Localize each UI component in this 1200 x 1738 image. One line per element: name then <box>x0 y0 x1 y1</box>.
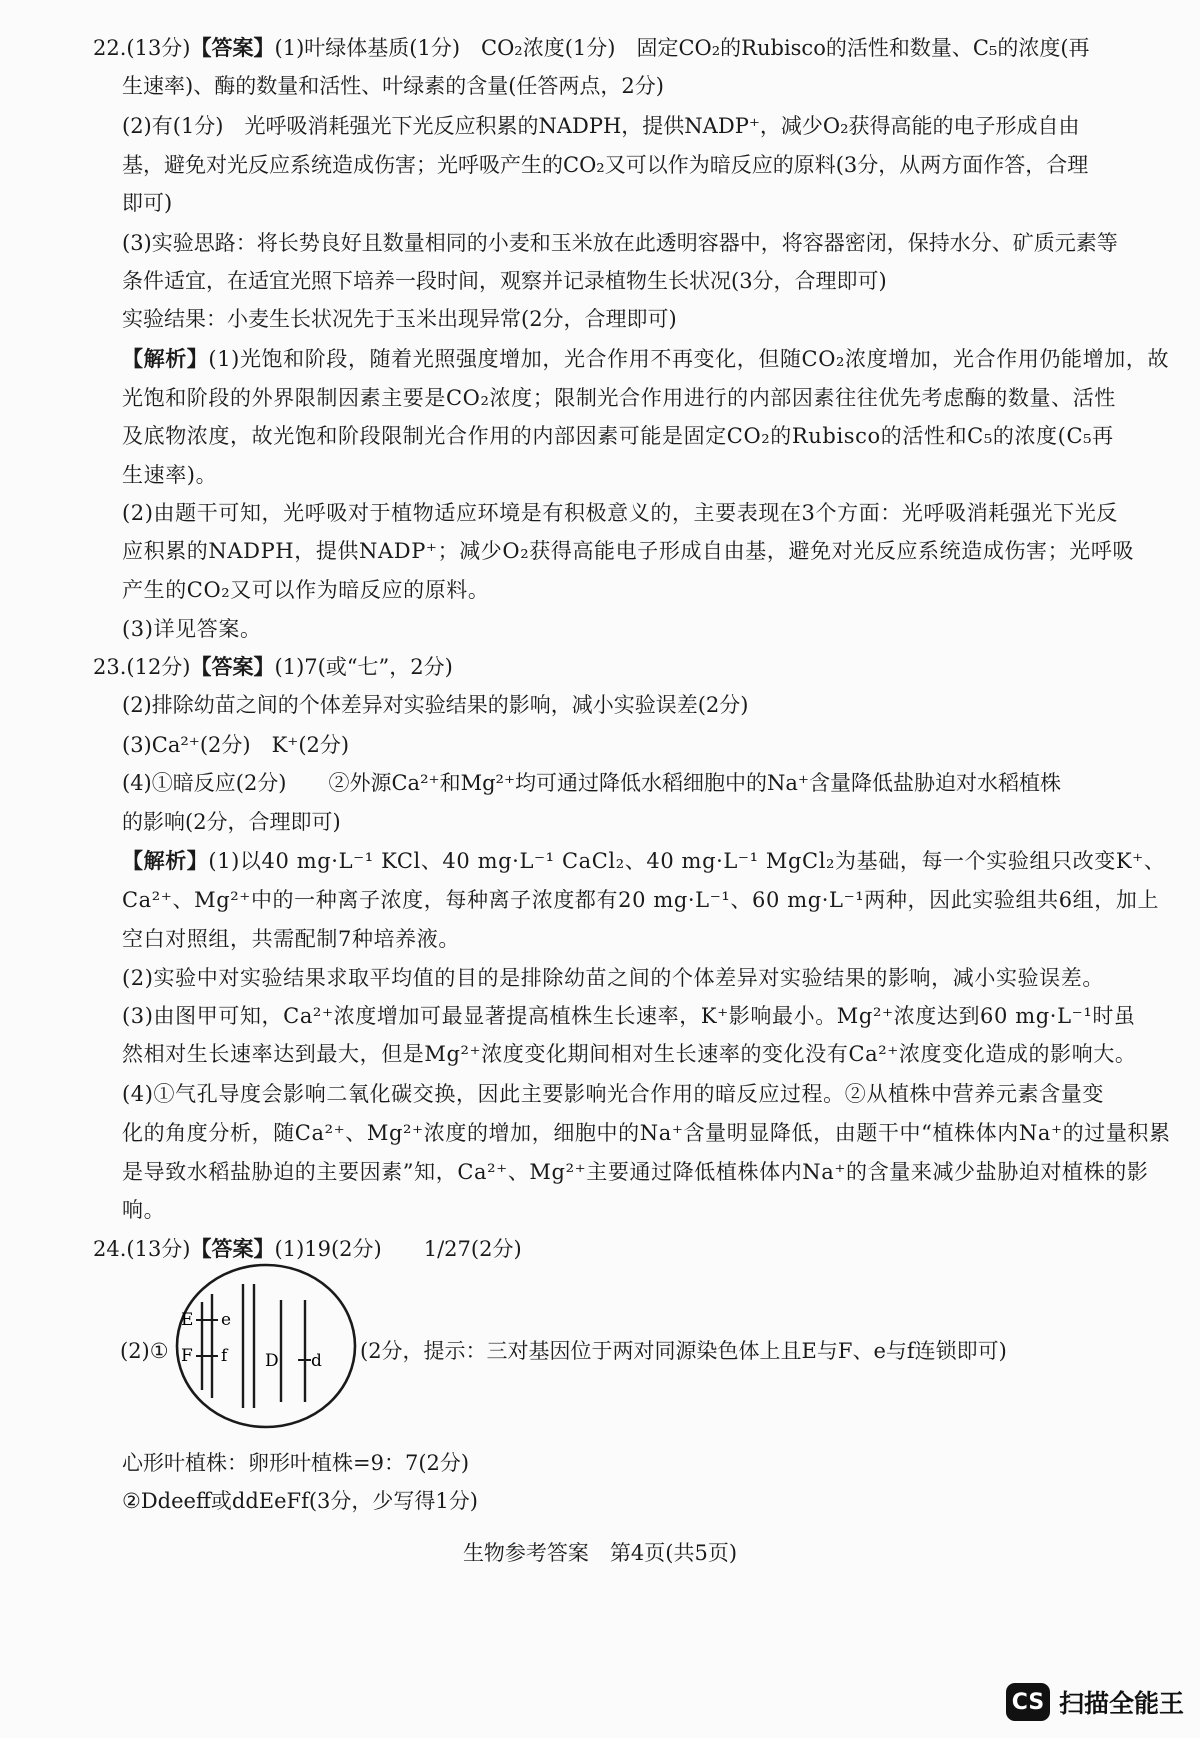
camscanner-text: 扫描全能王 <box>1059 1689 1185 1718</box>
q22-number: 22.(13分) <box>93 36 191 60</box>
answer-tag: 【答案】 <box>190 1236 275 1261</box>
q22-line-2: 生速率)、酶的数量和活性、叶绿素的含量(任答两点，2分) <box>122 74 664 98</box>
q23-analysis-7: (4)①气孔导度会影响二氧化碳交换，因此主要影响光合作用的暗反应过程。②从植株中营养元素含量变 <box>122 1082 1104 1106</box>
q23-analysis-3: 空白对照组，共需配制7种培养液。 <box>122 927 460 951</box>
q23-analysis-9: 是导致水稻盐胁迫的主要因素”知，Ca²⁺、Mg²⁺主要通过降低植株体内Na⁺的含量来减少盐胁迫对植株的影 <box>122 1160 1149 1184</box>
q22-line-5: 即可) <box>122 191 173 215</box>
answer-tag: 【答案】 <box>190 654 275 679</box>
q23-analysis-1: 【解析】(1)以40 mg·L⁻¹ KCl、40 mg·L⁻¹ CaCl₂、40 mg·L⁻¹ MgCl₂为基础，每一个实验组只改变K⁺、 <box>122 848 1166 873</box>
chromosome-cell-diagram <box>174 1262 358 1430</box>
page-footer: 生物参考答案 第4页(共5页) <box>462 1541 738 1565</box>
q24-part2-prefix: (2)① <box>120 1339 169 1363</box>
answer-tag: 【答案】 <box>190 35 275 60</box>
q22-line-4: 基，避免对光反应系统造成伤害；光呼吸产生的CO₂又可以作为暗反应的原料(3分，从两方面作答，合理 <box>122 153 1089 177</box>
q23-analysis-10: 响。 <box>122 1198 166 1222</box>
camscanner-logo-icon: CS <box>1006 1683 1050 1721</box>
q23-analysis-4: (2)实验中对实验结果求取平均值的目的是排除幼苗之间的个体差异对实验结果的影响，减小实验误差。 <box>122 966 1104 990</box>
q23-analysis-5: (3)由图甲可知，Ca²⁺浓度增加可最显著提高植株生长速率，K⁺影响最小。Mg²⁺浓度达到60 mg·L⁻¹时虽 <box>122 1004 1136 1028</box>
q23-analysis-2: Ca²⁺、Mg²⁺中的一种离子浓度，每种离子浓度都有20 mg·L⁻¹、60 mg·L⁻¹两种，因此实验组共6组，加上 <box>122 888 1160 912</box>
q22-analysis-6: 应积累的NADPH，提供NADP⁺；减少O₂获得高能电子形成自由基，避免对光反应系统造成伤害；光呼吸 <box>122 539 1135 563</box>
analysis-tag: 【解析】 <box>122 848 209 873</box>
q22-analysis-2: 光饱和阶段的外界限制因素主要是CO₂浓度；限制光合作用进行的内部因素往往优先考虑酶的数量、活性 <box>122 386 1116 410</box>
q22-line-8: 实验结果：小麦生长状况先于玉米出现异常(2分，合理即可) <box>122 307 677 331</box>
allele-e: e <box>221 1310 232 1330</box>
q24-line-4: ②Ddeeff或ddEeFf(3分，少写得1分) <box>122 1489 478 1513</box>
cell-outline <box>177 1265 355 1427</box>
q23-analysis-8: 化的角度分析，随Ca²⁺、Mg²⁺浓度的增加，细胞中的Na⁺含量明显降低，由题干中“植株体内Na⁺的过量积累 <box>122 1121 1171 1145</box>
analysis-tag: 【解析】 <box>122 346 209 371</box>
q23-line-4: (4)①暗反应(2分) ②外源Ca²⁺和Mg²⁺均可通过降低水稻细胞中的Na⁺含量降低盐胁迫对水稻植株 <box>122 771 1062 795</box>
allele-d: d <box>311 1351 322 1371</box>
q23-number: 23.(12分) <box>93 655 191 679</box>
q23-analysis-6: 然相对生长速率达到最大，但是Mg²⁺浓度变化期间相对生长速率的变化没有Ca²⁺浓度变化造成的影响大。 <box>122 1042 1137 1066</box>
q22-line-1: 22.(13分)【答案】(1)叶绿体基质(1分) CO₂浓度(1分) 固定CO₂的Rubisco的活性和数量、C₅的浓度(再 <box>93 35 1090 60</box>
q24-line-3: 心形叶植株：卵形叶植株=9：7(2分) <box>122 1451 470 1475</box>
camscanner-watermark <box>1006 1681 1184 1723</box>
q23-line-2: (2)排除幼苗之间的个体差异对实验结果的影响，减小实验误差(2分) <box>122 693 749 717</box>
allele-f: f <box>221 1346 228 1366</box>
q23-line-3: (3)Ca²⁺(2分) K⁺(2分) <box>122 733 350 757</box>
q22-analysis-8: (3)详见答案。 <box>122 617 262 641</box>
q22-analysis-4: 生速率)。 <box>122 463 218 487</box>
q22-line-7: 条件适宜，在适宜光照下培养一段时间，观察并记录植物生长状况(3分，合理即可) <box>122 269 887 293</box>
q22-line-6: (3)实验思路：将长势良好且数量相同的小麦和玉米放在此透明容器中，将容器密闭，保持水分、矿质元素等 <box>122 231 1118 255</box>
q22-analysis-7: 产生的CO₂又可以作为暗反应的原料。 <box>122 578 490 602</box>
q22-analysis-1: 【解析】(1)光饱和阶段，随着光照强度增加，光合作用不再变化，但随CO₂浓度增加，光合作用仍能增加，故 <box>122 346 1170 371</box>
q24-number: 24.(13分) <box>93 1237 191 1261</box>
q24-part2-note: (2分，提示：三对基因位于两对同源染色体上且E与F、e与f连锁即可) <box>360 1339 1007 1363</box>
q23-line-5: 的影响(2分，合理即可) <box>122 810 341 834</box>
q24-line-1: 24.(13分)【答案】(1)19(2分) 1/27(2分) <box>93 1236 522 1261</box>
q23-line-1: 23.(12分)【答案】(1)7(或“七”，2分) <box>93 654 453 679</box>
allele-F: F <box>181 1346 193 1366</box>
q22-line-3: (2)有(1分) 光呼吸消耗强光下光反应积累的NADPH，提供NADP⁺，减少O₂获得高能的电子形成自由 <box>122 114 1080 138</box>
allele-D: D <box>265 1351 279 1371</box>
allele-E: E <box>181 1310 194 1330</box>
q22-analysis-5: (2)由题干可知，光呼吸对于植物适应环境是有积极意义的，主要表现在3个方面：光呼吸消耗强光下光反 <box>122 501 1118 525</box>
q22-analysis-3: 及底物浓度，故光饱和阶段限制光合作用的内部因素可能是固定CO₂的Rubisco的活性和C₅的浓度(C₅再 <box>122 424 1114 448</box>
